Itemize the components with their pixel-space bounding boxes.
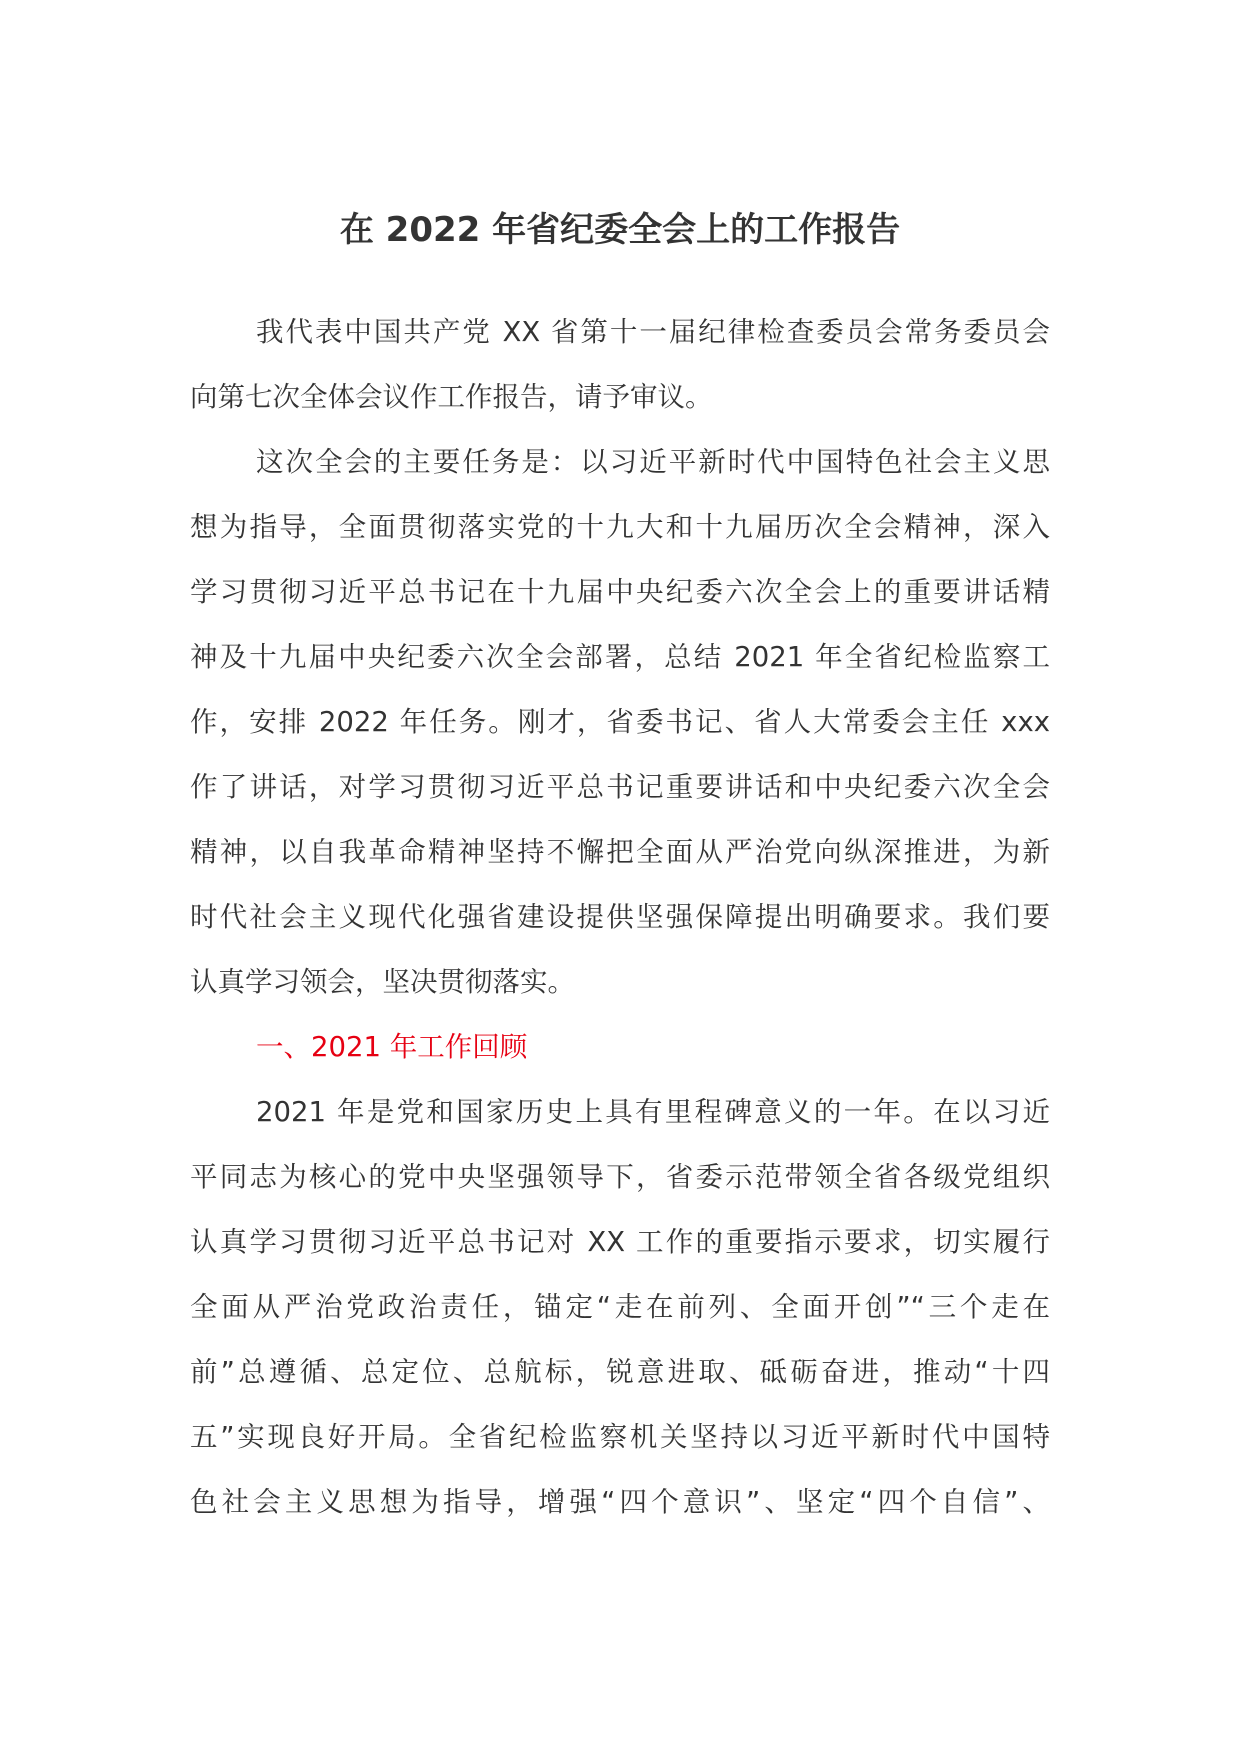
- document-title: 在 2022 年省纪委全会上的工作报告: [339, 210, 901, 250]
- text-line: 学习贯彻习近平总书记在十九届中央纪委六次全会上的重要讲话精: [190, 576, 1050, 608]
- paragraph-1: [190, 300, 1050, 430]
- text-line: 向第七次全体会议作工作报告，请予审议。: [190, 381, 713, 413]
- text-line: 精神，以自我革命精神坚持不懈把全面从严治党向纵深推进，为新: [190, 836, 1050, 868]
- text-line: 平同志为核心的党中央坚强领导下，省委示范带领全省各级党组织: [190, 1161, 1050, 1193]
- text-line: 作了讲话，对学习贯彻习近平总书记重要讲话和中央纪委六次全会: [190, 771, 1050, 803]
- section-heading: 一、2021 年工作回顾: [256, 1031, 528, 1063]
- text-line: 五”实现良好开局。全省纪检监察机关坚持以习近平新时代中国特: [190, 1421, 1050, 1453]
- text-line: 时代社会主义现代化强省建设提供坚强保障提出明确要求。我们要: [190, 901, 1050, 933]
- paragraph-3: [190, 1080, 1050, 1535]
- text-line: 这次全会的主要任务是：以习近平新时代中国特色社会主义思: [256, 446, 1050, 478]
- text-line: 我代表中国共产党 XX 省第十一届纪律检查委员会常务委员会: [256, 316, 1050, 348]
- text-line: 认真学习贯彻习近平总书记对 XX 工作的重要指示要求，切实履行: [190, 1226, 1050, 1258]
- text-line: 作，安排 2022 年任务。刚才，省委书记、省人大常委会主任 xxx: [190, 706, 1050, 738]
- text-line: 全面从严治党政治责任，锚定“走在前列、全面开创”“三个走在: [190, 1291, 1050, 1323]
- text-line: 神及十九届中央纪委六次全会部署，总结 2021 年全省纪检监察工: [190, 641, 1050, 673]
- text-line: 想为指导，全面贯彻落实党的十九大和十九届历次全会精神，深入: [190, 511, 1050, 543]
- text-line: 色社会主义思想为指导，增强“四个意识”、坚定“四个自信”、: [190, 1486, 1050, 1518]
- text-line: 前”总遵循、总定位、总航标，锐意进取、砥砺奋进，推动“十四: [190, 1356, 1050, 1388]
- paragraph-2: [190, 430, 1050, 1015]
- text-line: 认真学习领会，坚决贯彻落实。: [190, 966, 575, 998]
- text-line: 2021 年是党和国家历史上具有里程碑意义的一年。在以习近: [256, 1096, 1050, 1128]
- document-body: [190, 300, 1050, 1535]
